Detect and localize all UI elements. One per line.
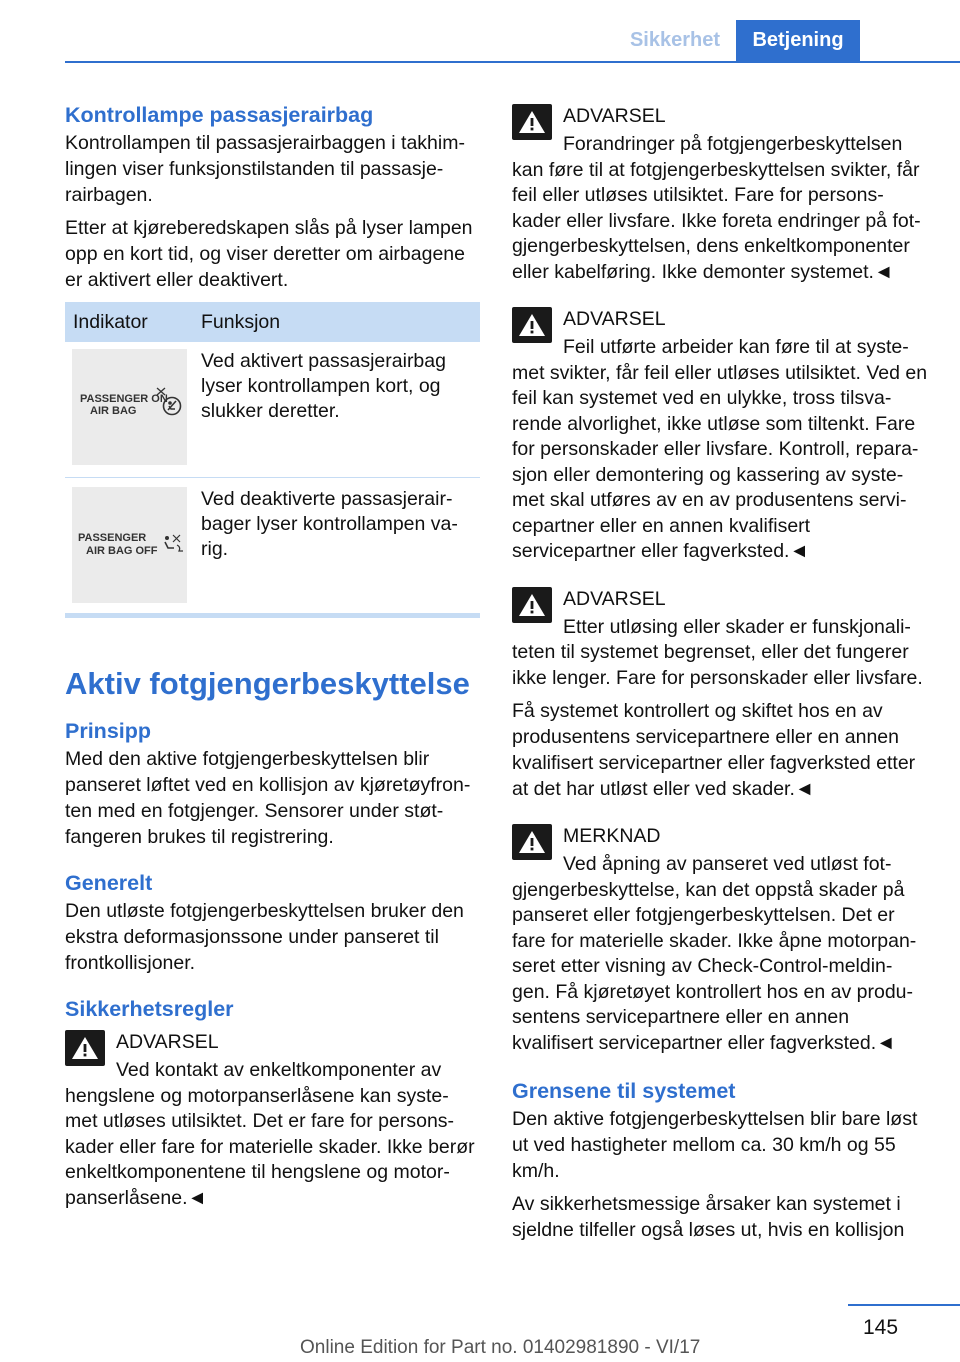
note-block [512,820,930,1056]
grensene-paragraph-2: Av sikkerhetsmessige årsaker kan systemet i sjeldne tilfeller også løses ut, hvis en kollisjon [512,1193,905,1241]
warning-triangle-icon [512,307,552,343]
lamp-label-line1: PASSENGER [78,532,147,544]
warning-title: ADVARSEL [563,587,666,610]
grensene-paragraph-1: Den aktive fotgjengerbeskyttelsen blir bare løst ut ved hastigheter mellom ca. 30 km/h og 55 km/h. [512,1108,918,1182]
kontrollampe-paragraph-1: Kontrollampen til passasjerairbaggen i takhim-lingen viser funksjonstilstanden til passasje-rairbagen. [65,132,465,206]
note-body: gjengerbeskyttelse, kan det oppstå skader på panseret eller fotgjengerbeskyttelsen. Det er fare for materielle skader. Ikke åpne motorpan-seret etter visning av Check-Control-meldin-gen. Få kjøretøyet kontrollert hos en av produ-sentens servicepartnere eller en annen kvalifisert servicepartner eller fagverksted.◄ [512,878,917,1054]
airbag-seat-icon [160,531,184,557]
lamp-label-line1: PASSENGER ON [80,393,168,405]
generelt-paragraph: Den utløste fotgjengerbeskyttelsen bruker den ekstra deformasjonssone under panseret til frontkollisjoner. [65,900,464,974]
footer-edition-text: Online Edition for Part no. 01402981890 - VI/17 [300,1337,701,1358]
table-row [65,477,480,613]
heading-generelt: Generelt [65,871,153,895]
prinsipp-paragraph: Med den aktive fotgjengerbeskyttelsen blir panseret løftet ved en kollisjon av kjøretøyfron-ten med en fotgjenger. Sensorer under støt-fangeren brukes til registrering. [65,748,471,848]
left-column [65,100,480,1221]
warning-body-first: Forandringer på fotgjengerbeskyttelsen [563,133,903,155]
warning-body: teten til systemet begrenset, eller det fungerer ikke lenger. Fare for personskader eller livsfare. [512,641,923,689]
page-number: 145 [863,1316,899,1339]
table-bottom-rule [65,613,480,618]
row-function-text: Ved deaktiverte passasjerair-bager lyser kontrollampen va-rig. [201,488,458,560]
warning-body-first: Etter utløsing eller skader er funskjonali- [563,615,911,638]
lamp-label-line2: AIR BAG OFF [86,545,158,557]
header-function: Funksjon [201,310,281,333]
warning-triangle-icon [65,1030,105,1066]
warning-triangle-icon [512,587,552,623]
airbag-seat-icon [162,395,182,417]
footer-rule [848,1304,960,1306]
header-tab-chapter[interactable]: Betjening [736,20,860,61]
airbag-on-indicator-image [72,349,187,465]
header-indicator: Indikator [73,310,148,333]
warning-body-first: Ved kontakt av enkeltkomponenter av [116,1059,442,1081]
heading-sikkerhetsregler: Sikkerhetsregler [65,997,234,1021]
warning-block [65,1026,480,1211]
header-tab-section[interactable]: Sikkerhet [629,29,721,51]
warning-block [512,100,930,285]
table-row [65,342,480,477]
warning-followup-paragraph: Få systemet kontrollert og skiftet hos en av produsentens servicepartnere eller en annen kvalifisert servicepartner eller fagverksted etter at det har utløst eller ved skader.◄ [512,700,916,800]
note-body-first: Ved åpning av panseret ved utløst fot- [563,853,892,875]
warning-title: ADVARSEL [563,308,666,330]
note-title: MERKNAD [563,825,661,847]
warning-body: met svikter, får feil eller utløses utilsiktet. Ved en feil kan systemet ved en ulykke, tross tilsva-rende alvorlighet, ikke utløse som tiltenkt. Fare for personskader eller livsfare. Kontroll, repara-sjon eller demontering og kassering av syste-met skal utføres av en av produsentens servi-cepartner eller en annen kvalifisert servicepartner eller fagverksted.◄ [512,361,928,562]
heading-grensene: Grensene til systemet [512,1079,736,1103]
table-header [65,302,480,342]
warning-body-first: Feil utførte arbeider kan føre til at syste- [563,336,909,358]
warning-title: ADVARSEL [116,1031,219,1053]
warning-title: ADVARSEL [563,105,666,127]
warning-body: kan føre til at fotgjengerbeskyttelsen svikter, får feil eller utløses utilsiktet. Fare for persons-kader eller livsfare. Ikke foreta endringer på fot-gjengerbeskyttelsen, dens enkeltkomponenter eller kabelføring. Ikke demonter systemet.◄ [512,158,921,283]
warning-triangle-icon [512,104,552,140]
indicator-table [65,302,480,618]
heading-kontrollampe: Kontrollampe passasjerairbag [65,103,374,127]
right-column [512,100,930,1250]
warning-body: hengslene og motorpanserlåsene kan syste-met utløses utilsiktet. Det er fare for persons-kader eller fare for materielle skader. Ikke berør enkeltkomponentene til hengslene og motor-panserlåsene.◄ [65,1084,475,1209]
lamp-label-line2: AIR BAG [90,405,137,417]
no-airbag-small-icon [156,387,166,396]
note-triangle-icon [512,824,552,860]
row-function-text: Ved aktivert passasjerairbag lyser kontrollampen kort, og slukker deretter. [201,350,446,422]
heading-prinsipp: Prinsipp [65,719,152,743]
warning-block [512,583,930,692]
kontrollampe-paragraph-2: Etter at kjøreberedskapen slås på lyser lampen opp en kort tid, og viser deretter om airbagene er aktivert eller deaktivert. [65,217,473,291]
warning-block [512,303,930,565]
header-rule [65,61,960,63]
airbag-off-indicator-image [72,487,187,603]
heading-aktiv-fotgjengerbeskyttelse: Aktiv fotgjengerbeskyttelse [65,666,470,701]
